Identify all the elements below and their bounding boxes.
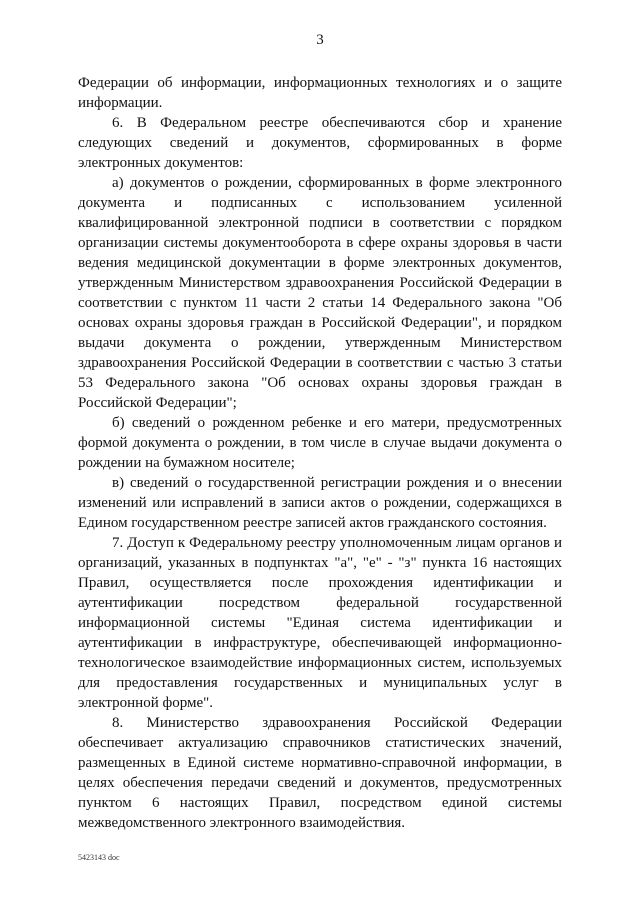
paragraph-item-7: 7. Доступ к Федеральному реестру уполномоченным лицам органов и организаций, указанных в подпунктах "а", "е" - "з" пункта 16 настоящих Правил, осуществляется после прохождения идентификации и аутентификации посредством федеральной государственной информационной системы "Единая система идентификации и аутентификации в инфраструктуре, обеспечивающей информационно-технологическое взаимодействие информационных систем, используемых для предоставления государственных и муниципальных услуг в электронной форме".: [78, 535, 562, 711]
paragraph-subitem-v: в) сведений о государственной регистрации рождения и о внесении изменений или исправлений в записи актов о рождении, содержащихся в Едином государственном реестре записей актов гражданского состояния.: [78, 475, 562, 531]
paragraph-subitem-b: б) сведений о рожденном ребенке и его матери, предусмотренных формой документа о рождении, в том числе в случае выдачи документа о рождении на бумажном носителе;: [78, 415, 562, 471]
paragraph-item-6: 6. В Федеральном реестре обеспечиваются сбор и хранение следующих сведений и документов, сформированных в форме электронных документов:: [78, 115, 562, 171]
document-body: [78, 73, 562, 833]
paragraph-item-8: 8. Министерство здравоохранения Российской Федерации обеспечивает актуализацию справочников статистических значений, размещенных в Единой системе нормативно-справочной информации, в целях обеспечения передачи сведений и документов, предусмотренных пунктом 6 настоящих Правил, посредством единой системы межведомственного электронного взаимодействия.: [78, 715, 562, 831]
paragraph-continuation: Федерации об информации, информационных технологиях и о защите информации.: [78, 75, 562, 111]
page-number: 3: [316, 32, 324, 48]
document-code: 5423143 doc: [78, 853, 120, 862]
paragraph-subitem-a: а) документов о рождении, сформированных в форме электронного документа и подписанных с использованием усиленной квалифицированной электронной подписи в соответствии с порядком организации системы документооборота в сфере охраны здоровья в части ведения медицинской документации в форме электронных документов, утвержденным Министерством здравоохранения Российской Федерации в соответствии с пунктом 11 части 2 статьи 14 Федерального закона "Об основах охраны здоровья граждан в Российской Федерации", и порядком выдачи документа о рождении, утвержденным Министерством здравоохранения Российской Федерации в соответствии с частью 3 статьи 53 Федерального закона "Об основах охраны здоровья граждан в Российской Федерации";: [78, 175, 562, 411]
